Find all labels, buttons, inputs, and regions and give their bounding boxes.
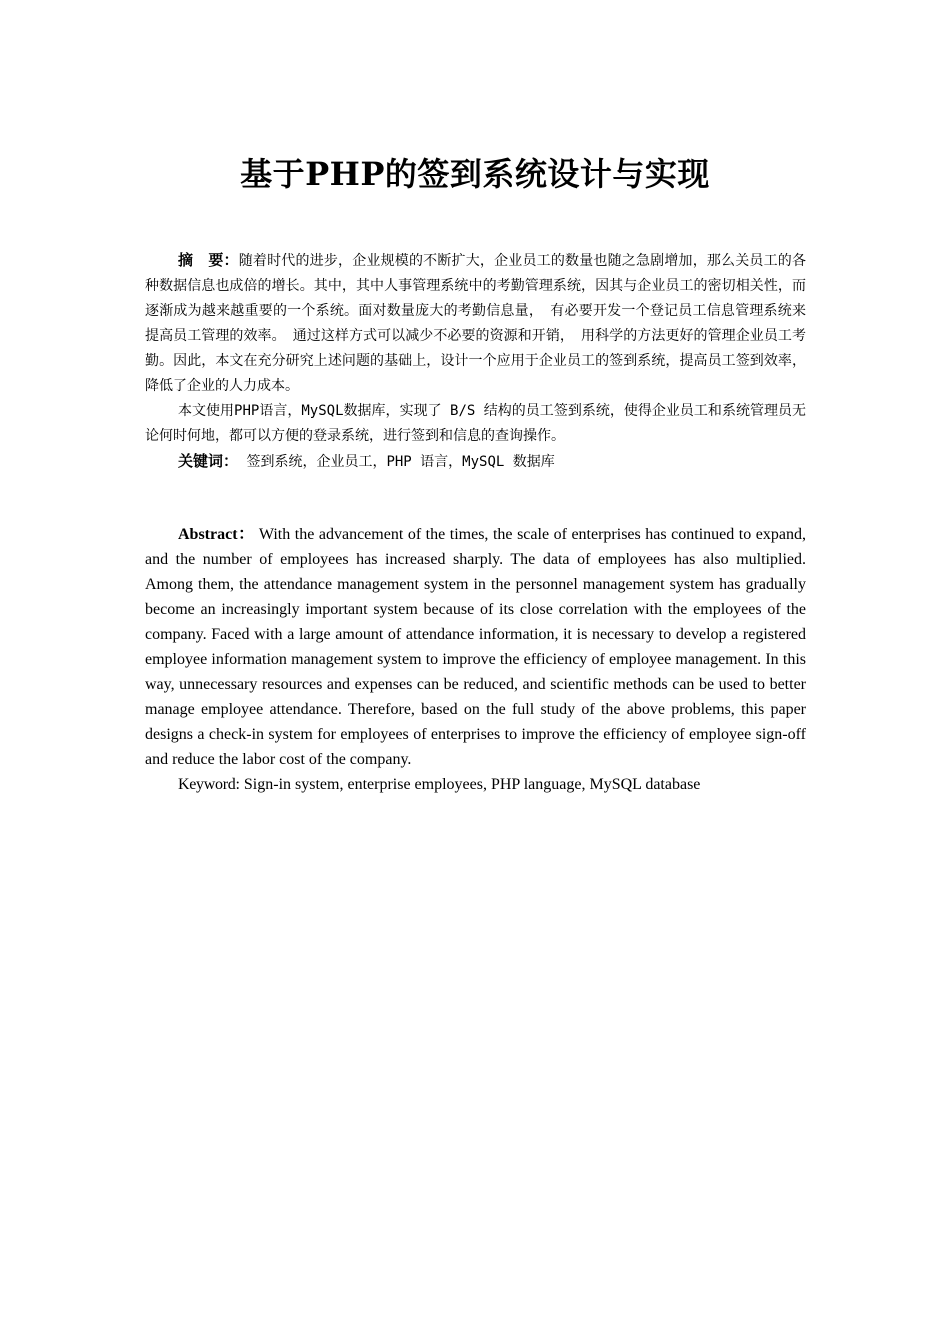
english-keywords-label: Keyword — [178, 776, 236, 793]
english-abstract — [145, 522, 806, 797]
chinese-keywords-label: 关键词： — [178, 452, 239, 470]
chinese-abstract — [145, 248, 806, 475]
chinese-abstract-paragraph-1 — [145, 248, 806, 399]
english-abstract-label: Abstract： — [178, 526, 255, 543]
chinese-abstract-text-1: 随着时代的进步，企业规模的不断扩大，企业员工的数量也随之急剧增加，那么关员工的各种数据信息也成倍的增长。其中，其中人事管理系统中的考勤管理系统，因其与企业员工的密切相关性，而逐渐成为越来越重要的一个系统。面对数量庞大的考勤信息量， 有必要开发一个登记员工信息管理系统来提高员工管理的效率。 通过这样方式可以减少不必要的资源和开销， 用科学的方法更好的管理企业员工考勤。因此，本文在充分研究上述问题的基础上，设计一个应用于企业员工的签到系统，提高员工签到效率，降低了企业的人力成本。 — [145, 253, 806, 394]
english-keywords — [145, 772, 806, 797]
english-keywords-text: : Sign-in system, enterprise employees, PHP language, MySQL database — [235, 776, 701, 793]
chinese-keywords — [145, 449, 806, 475]
english-abstract-paragraph — [145, 522, 806, 772]
paper-title: 基于PHP的签到系统设计与实现 — [240, 155, 710, 193]
chinese-abstract-label: 摘 要： — [178, 251, 239, 269]
english-abstract-text: With the advancement of the times, the scale of enterprises has continued to expand, and the number of employees has increased sharply. The data of employees has also multiplied. Among them, the attendance management system in the personnel management system has gradually become an increasingly important system because of its close correlation with the employees of the company. Faced with a large amount of attendance information, it is necessary to develop a registered employee information management system to improve the efficiency of employee management. In this way, unnecessary resources and expenses can be reduced, and scientific methods can be used to better manage employee attendance. Therefore, based on the full study of the above problems, this paper designs a check-in system for employees of enterprises to improve the efficiency of employee sign-off and reduce the labor cost of the company. — [145, 526, 806, 768]
chinese-abstract-paragraph-2: 本文使用PHP语言，MySQL数据库，实现了 B/S 结构的员工签到系统，使得企业员工和系统管理员无论何时何地，都可以方便的登录系统，进行签到和信息的查询操作。 — [145, 403, 806, 444]
chinese-keywords-text: 签到系统，企业员工，PHP 语言，MySQL 数据库 — [246, 454, 555, 470]
